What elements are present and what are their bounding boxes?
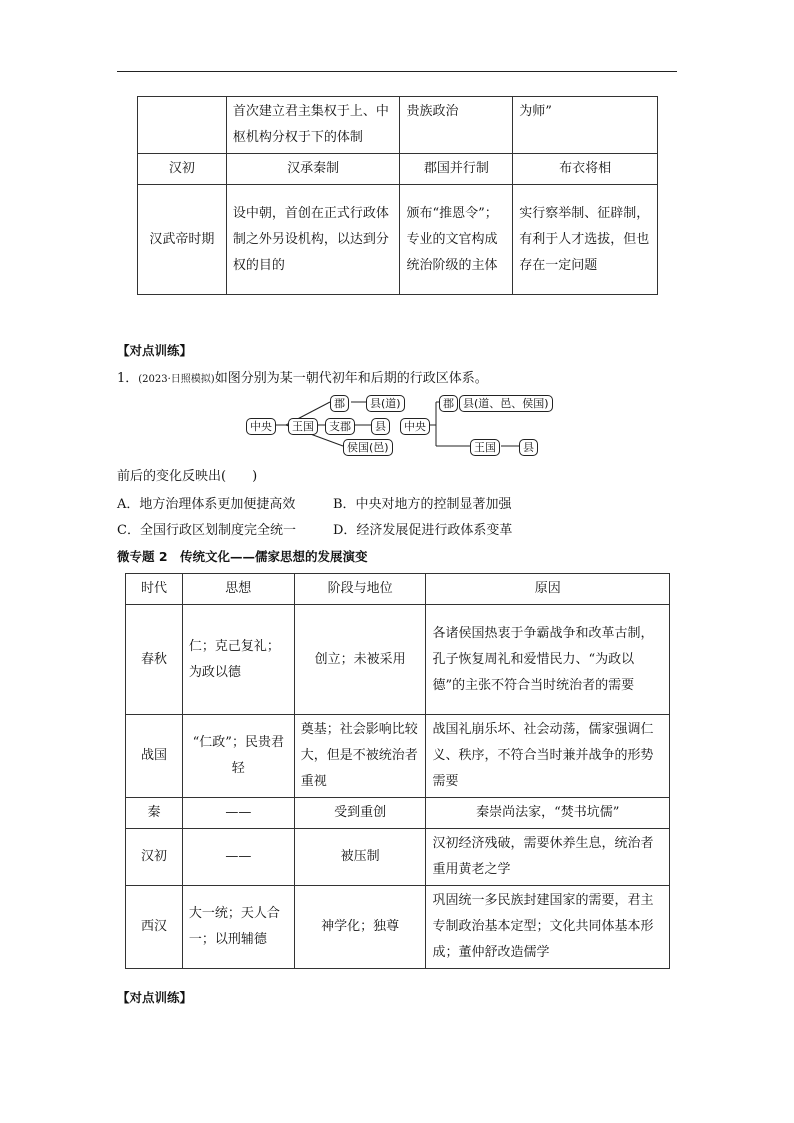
table-cell: 首次建立君主集权于上、中枢机构分权于下的体制 [226,97,400,154]
section-heading: 【对点训练】 [117,990,193,1005]
table-cell: 汉初 [126,829,183,886]
option-c: C．全国行政区划制度完全统一 [117,523,296,538]
county-dao-box: 县(道) [366,395,405,412]
marquisate-box: 侯国(邑) [343,439,393,456]
option-b: B．中央对地方的控制显著加强 [333,497,512,512]
table-cell: —— [182,829,294,886]
table-row [126,715,670,798]
table-cell: 汉初经济残破，需要休养生息，统治者重用黄老之学 [426,829,670,886]
table-header-row [126,574,670,605]
table-cell: 为师” [513,97,658,154]
topic-title: 微专题 2 传统文化——儒家思想的发展演变 [117,549,368,564]
table-cell: 被压制 [294,829,426,886]
table-cell: 贵族政治 [400,97,513,154]
table-cell: 颁布“推恩令”；专业的文官构成统治阶级的主体 [400,185,513,295]
table-cell: 汉初 [138,154,227,185]
table-cell: 汉武帝时期 [138,185,227,295]
table-row [126,798,670,829]
county-group-box: 县(道、邑、侯国) [459,395,553,412]
central-government-box: 中央 [400,418,430,435]
column-header: 时代 [126,574,183,605]
table-cell: 汉承秦制 [226,154,400,185]
commandery-box: 郡 [330,395,349,412]
table-cell: 奠基；社会影响比较大，但是不被统治者重视 [294,715,426,798]
column-header: 阶段与地位 [294,574,426,605]
column-header: 原因 [426,574,670,605]
section-heading: 【对点训练】 [117,343,193,358]
commandery-box: 郡 [439,395,458,412]
question-continuation: 前后的变化反映出( ) [117,469,258,484]
kingdom-box: 王国 [288,418,318,435]
table-cell: 郡国并行制 [400,154,513,185]
table-row [126,829,670,886]
table-cell: 巩固统一多民族封建国家的需要，君主专制政治基本定型；文化共同体基本形成；董仲舒改造儒学 [426,886,670,969]
table-cell: 战国礼崩乐坏、社会动荡，儒家强调仁义、秩序，不符合当时兼并战争的形势需要 [426,715,670,798]
central-government-box: 中央 [246,418,276,435]
table-cell: 设中朝，首创在正式行政体制之外另设机构，以达到分权的目的 [226,185,400,295]
table-cell: 仁；克己复礼；为政以德 [182,605,294,715]
county-box: 县 [371,418,390,435]
question-text: 如图分别为某一朝代初年和后期的行政区体系。 [214,371,488,386]
table-cell: 创立；未被采用 [294,605,426,715]
county-box: 县 [519,439,538,456]
option-a: A．地方治理体系更加便捷高效 [117,497,296,512]
table-cell: 各诸侯国热衷于争霸战争和改革古制，孔子恢复周礼和爱惜民力、“为政以德”的主张不符合当时统治者的需要 [426,605,670,715]
confucianism-table [125,573,670,969]
table-cell: 受到重创 [294,798,426,829]
table-cell: —— [182,798,294,829]
question-number: 1． [117,371,139,386]
table-cell: 春秋 [126,605,183,715]
table-cell: 大一统；天人合一；以刑辅德 [182,886,294,969]
table-cell: 秦 [126,798,183,829]
question-source: (2023·日照模拟) [138,374,215,385]
branch-commandery-box: 支郡 [325,418,355,435]
column-header: 思想 [182,574,294,605]
kingdom-box: 王国 [470,439,500,456]
option-d: D．经济发展促进行政体系变革 [333,523,513,538]
table-cell: 西汉 [126,886,183,969]
table-cell: 战国 [126,715,183,798]
table-cell: 实行察举制、征辟制，有利于人才选拔，但也存在一定问题 [513,185,658,295]
table-row [126,605,670,715]
table-cell: “仁政”；民贵君轻 [182,715,294,798]
table-cell: 神学化；独尊 [294,886,426,969]
table-row [126,886,670,969]
table-cell: 布衣将相 [513,154,658,185]
table-cell: 秦崇尚法家，“焚书坑儒” [426,798,670,829]
